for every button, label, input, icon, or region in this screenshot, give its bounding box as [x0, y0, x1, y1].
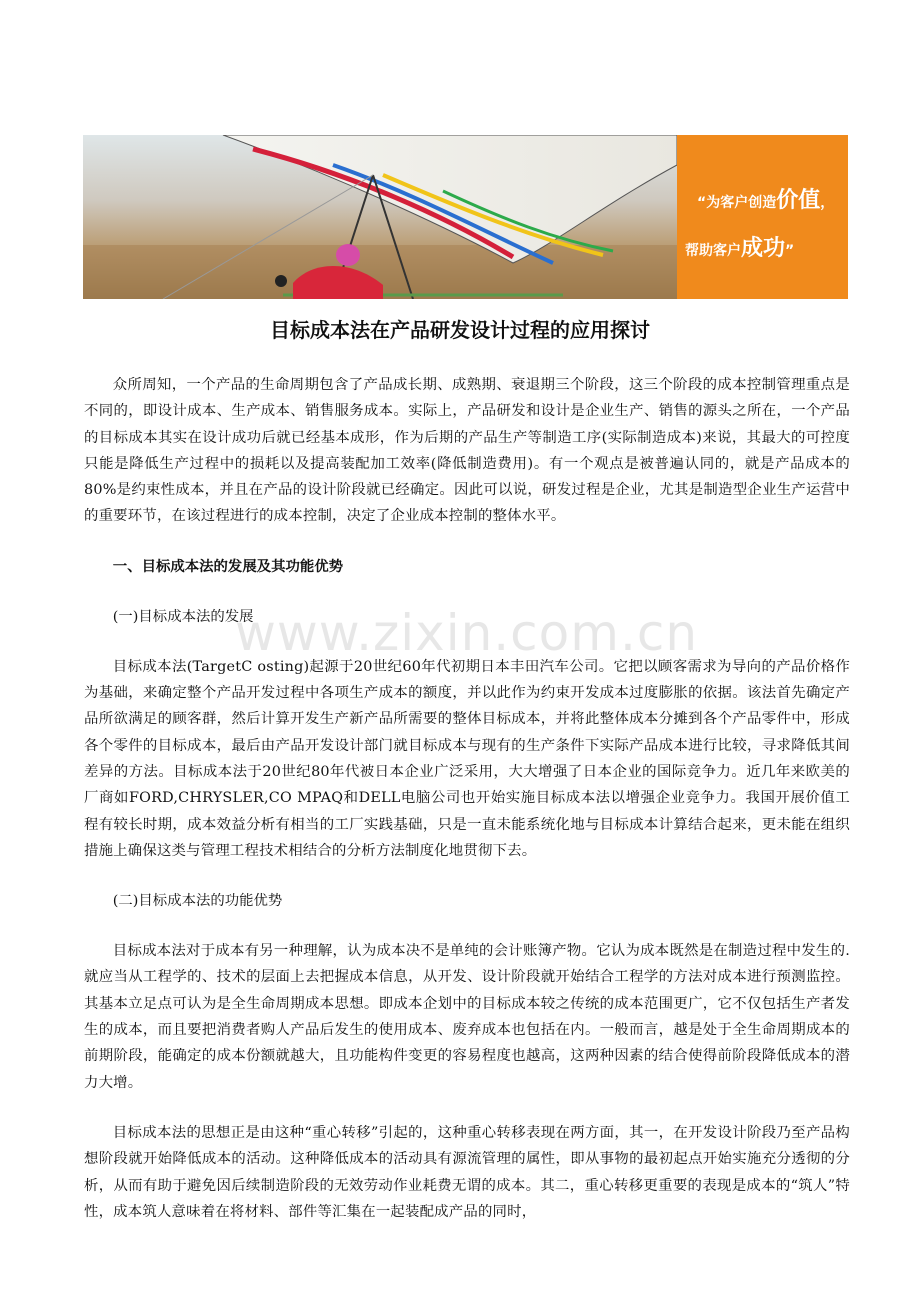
slogan-emphasis: 价值 — [776, 188, 821, 213]
paragraph-advantage-2: 目标成本法的思想正是由这种“重心转移”引起的，这种重心转移表现在两方面，其一，在开发设计阶段乃至产品构想阶段就开始降低成本的活动。这种降低成本的活动具有源流管理的属性，即从事物的最初起点开始实施充分透彻的分析，从而有助于避免因后续制造阶段的无效劳动作业耗费无谓的成本。其二，重心转移更重要的表现是成本的“筑人”特性，成本筑人意味着在将材料、部件等汇集在一起装配成产品的同时， — [84, 1124, 850, 1220]
slogan-text: “为客户创造 — [697, 195, 777, 211]
header-banner — [83, 135, 848, 299]
slogan-emphasis: 成功 — [741, 236, 786, 261]
slogan-line-2 — [685, 231, 794, 262]
article-body — [84, 372, 850, 1225]
slogan-line-1 — [697, 183, 834, 214]
slogan-text: ， — [820, 195, 835, 211]
paragraph-development: 目标成本法(TargetC osting)起源于20世纪60年代初期日本丰田汽车公司。它把以顾客需求为导向的产品价格作为基础，来确定整个产品开发过程中各项生产成本的额度，并以此作为约束开发成本过度膨胀的依据。该法首先确定产品所欲满足的顾客群，然后计算开发生产新产品所需要的整体目标成本，并将此整体成本分摊到各个产品零件中，形成各个零件的目标成本，最后由产品开发设计部门就目标成本与现有的生产条件下实际产品成本进行比较，寻求降低其间差异的方法。目标成本法于20世纪80年代被日本企业广泛采用，大大增强了日本企业的国际竞争力。近几年来欧美的厂商如FORD,CHRYSLER,CO MPAQ和DELL电脑公司也开始实施目标成本法以增强企业竞争力。我国开展价值工程有较长时期，成本效益分析有相当的工厂实践基础，只是一直未能系统化地与目标成本计算结合起来，更未能在组织措施上确保这类与管理工程技术相结合的分析方法制度化地贯彻下去。 — [84, 658, 850, 859]
subsection-heading: (一)目标成本法的发展 — [112, 608, 254, 625]
paragraph-intro: 众所周知，一个产品的生命周期包含了产品成长期、成熟期、衰退期三个阶段，这三个阶段的成本控制管理重点是不同的，即设计成本、生产成本、销售服务成本。实际上，产品研发和设计是企业生产、销售的源头之所在，一个产品的目标成本其实在设计成功后就已经基本成形，作为后期的产品生产等制造工序(实际制造成本)来说，其最大的可控度只能是降低生产过程中的损耗以及提高装配加工效率(降低制造费用)。有一个观点是被普遍认同的，就是产品成本的80%是约束性成本，并且在产品的设计阶段就已经确定。因此可以说，研发过程是企业，尤其是制造型企业生产运营中的重要环节，在该过程进行的成本控制，决定了企业成本控制的整体水平。 — [84, 377, 850, 525]
subsection-heading: (二)目标成本法的功能优势 — [112, 893, 283, 910]
paragraph-advantage-1: 目标成本法对于成本有另一种理解，认为成本决不是单纯的会计账簿产物。它认为成本既然是在制造过程中发生的.就应当从工程学的、技术的层面上去把握成本信息，从开发、设计阶段就开始结合工程学的方法对成本进行预测监控。其基本立足点可认为是全生命周期成本思想。即成本企划中的目标成本较之传统的成本范围更广，它不仅包括生产者发生的成本，而且要把消费者购人产品后发生的使用成本、废弃成本也包括在内。一般而言，越是处于全生命周期成本的前期阶段，能确定的成本份额就越大，且功能构件变更的容易程度也越高，这两种因素的结合使得前阶段降低成本的潜力大增。 — [84, 943, 850, 1091]
hang-glider-illustration — [83, 135, 677, 299]
page-title: 目标成本法在产品研发设计过程的应用探讨 — [270, 318, 650, 342]
section-heading: 一、目标成本法的发展及其功能优势 — [112, 558, 344, 575]
slogan-text: ” — [785, 243, 795, 259]
hang-glider-photo — [83, 135, 677, 299]
watermark: www.zixin.com.cn — [235, 604, 699, 662]
slogan-panel — [677, 135, 848, 299]
slogan-text: 帮助客户 — [685, 243, 741, 259]
